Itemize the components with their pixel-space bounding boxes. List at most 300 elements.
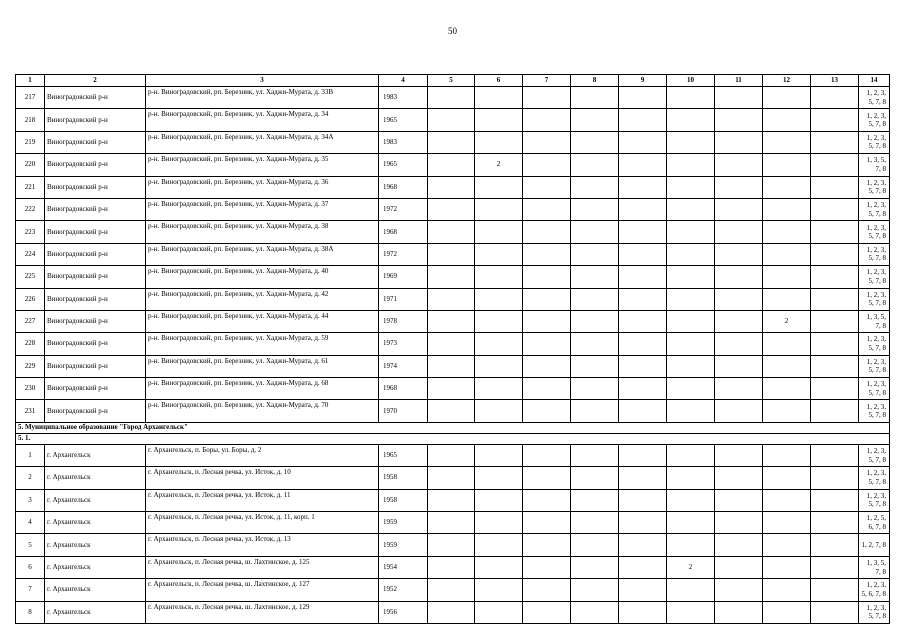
codes-cell: 1, 2, 3, 5, 7, 8: [859, 221, 890, 243]
year-cell: 1970: [379, 400, 428, 422]
table-row: [16, 288, 890, 310]
row-number: 3: [16, 489, 45, 511]
cell-col-13: [811, 355, 859, 377]
address-cell: р-н. Виноградовский, рп. Березник, ул. Хаджи-Мурата, д. 38А: [146, 243, 379, 265]
row-number: 222: [16, 198, 45, 220]
cell-col-12: [763, 512, 811, 534]
column-header: 6: [475, 75, 523, 87]
cell-col-6: [475, 221, 523, 243]
cell-col-9: [619, 601, 667, 623]
column-header: 12: [763, 75, 811, 87]
subsection-title: 5. 1.: [16, 433, 890, 444]
district-cell: г. Архангельск: [45, 579, 146, 601]
year-cell: 1958: [379, 467, 428, 489]
cell-col-12: [763, 601, 811, 623]
cell-col-11: [715, 556, 763, 578]
table-row: [16, 400, 890, 422]
district-cell: Виноградовский р-н: [45, 176, 146, 198]
cell-col-13: [811, 243, 859, 265]
column-header: 5: [428, 75, 475, 87]
row-number: 6: [16, 556, 45, 578]
cell-col-11: [715, 355, 763, 377]
column-header: 4: [379, 75, 428, 87]
column-header: 10: [667, 75, 715, 87]
year-cell: 1974: [379, 355, 428, 377]
cell-col-11: [715, 400, 763, 422]
section-row: [16, 422, 890, 433]
cell-col-9: [619, 579, 667, 601]
cell-col-7: [523, 601, 571, 623]
table-row: [16, 355, 890, 377]
address-cell: г. Архангельск, п. Лесная речка, ш. Лахтинское, д. 127: [146, 579, 379, 601]
cell-col-13: [811, 266, 859, 288]
cell-col-9: [619, 154, 667, 176]
cell-col-11: [715, 266, 763, 288]
table-row: [16, 221, 890, 243]
table-row: [16, 556, 890, 578]
row-number: 228: [16, 333, 45, 355]
cell-col-13: [811, 333, 859, 355]
cell-col-12: [763, 109, 811, 131]
cell-col-5: [428, 288, 475, 310]
cell-col-7: [523, 221, 571, 243]
cell-col-11: [715, 534, 763, 556]
cell-col-10: [667, 310, 715, 332]
cell-col-12: [763, 266, 811, 288]
cell-col-11: [715, 489, 763, 511]
section-title: 5. Муниципальное образование "Город Архангельск": [16, 422, 890, 433]
address-cell: р-н. Виноградовский, рп. Березник, ул. Хаджи-Мурата, д. 70: [146, 400, 379, 422]
cell-col-8: [571, 579, 619, 601]
cell-col-10: [667, 333, 715, 355]
cell-col-7: [523, 534, 571, 556]
cell-col-9: [619, 378, 667, 400]
address-cell: р-н. Виноградовский, рп. Березник, ул. Хаджи-Мурата, д. 68: [146, 378, 379, 400]
section-block: [16, 422, 890, 444]
cell-col-7: [523, 109, 571, 131]
codes-cell: 1, 2, 3, 5, 7, 8: [859, 400, 890, 422]
cell-col-8: [571, 198, 619, 220]
cell-col-9: [619, 176, 667, 198]
table-row: [16, 243, 890, 265]
cell-col-13: [811, 534, 859, 556]
cell-col-5: [428, 444, 475, 466]
row-number: 226: [16, 288, 45, 310]
cell-col-12: [763, 288, 811, 310]
cell-col-7: [523, 489, 571, 511]
cell-col-11: [715, 198, 763, 220]
cell-col-13: [811, 221, 859, 243]
page-number: 50: [448, 26, 457, 36]
cell-col-11: [715, 333, 763, 355]
cell-col-5: [428, 467, 475, 489]
year-cell: 1971: [379, 288, 428, 310]
row-number: 217: [16, 87, 45, 109]
cell-col-9: [619, 355, 667, 377]
row-number: 2: [16, 467, 45, 489]
address-cell: р-н. Виноградовский, рп. Березник, ул. Хаджи-Мурата, д. 37: [146, 198, 379, 220]
row-number: 227: [16, 310, 45, 332]
table-row: [16, 310, 890, 332]
cell-col-9: [619, 221, 667, 243]
cell-col-8: [571, 243, 619, 265]
cell-col-13: [811, 556, 859, 578]
cell-col-7: [523, 333, 571, 355]
cell-col-7: [523, 288, 571, 310]
cell-col-5: [428, 489, 475, 511]
cell-col-13: [811, 176, 859, 198]
codes-cell: 1, 2, 3, 5, 7, 8: [859, 109, 890, 131]
year-cell: 1973: [379, 333, 428, 355]
column-header: 3: [146, 75, 379, 87]
cell-col-7: [523, 154, 571, 176]
cell-col-11: [715, 154, 763, 176]
year-cell: 1968: [379, 176, 428, 198]
cell-col-13: [811, 310, 859, 332]
codes-cell: 1, 2, 5, 6, 7, 8: [859, 512, 890, 534]
cell-col-6: [475, 87, 523, 109]
address-cell: г. Архангельск, п. Лесная речка, ул. Исток, д. 11: [146, 489, 379, 511]
cell-col-5: [428, 534, 475, 556]
cell-col-7: [523, 198, 571, 220]
cell-col-11: [715, 131, 763, 153]
cell-col-10: [667, 87, 715, 109]
cell-col-5: [428, 176, 475, 198]
cell-col-10: [667, 378, 715, 400]
cell-col-9: [619, 534, 667, 556]
cell-col-9: [619, 266, 667, 288]
cell-col-6: [475, 444, 523, 466]
cell-col-12: [763, 489, 811, 511]
cell-col-8: [571, 154, 619, 176]
cell-col-8: [571, 109, 619, 131]
table-row: [16, 131, 890, 153]
cell-col-8: [571, 333, 619, 355]
cell-col-13: [811, 198, 859, 220]
cell-col-10: [667, 154, 715, 176]
cell-col-5: [428, 87, 475, 109]
cell-col-7: [523, 266, 571, 288]
district-cell: г. Архангельск: [45, 601, 146, 623]
cell-col-9: [619, 87, 667, 109]
year-cell: 1954: [379, 556, 428, 578]
cell-col-9: [619, 556, 667, 578]
cell-col-8: [571, 310, 619, 332]
cell-col-13: [811, 444, 859, 466]
table-row: [16, 176, 890, 198]
cell-col-10: [667, 355, 715, 377]
cell-col-5: [428, 333, 475, 355]
cell-col-11: [715, 579, 763, 601]
year-cell: 1952: [379, 579, 428, 601]
address-cell: р-н. Виноградовский, рп. Березник, ул. Хаджи-Мурата, д. 40: [146, 266, 379, 288]
cell-col-10: [667, 176, 715, 198]
table-row: [16, 154, 890, 176]
cell-col-10: [667, 243, 715, 265]
cell-col-12: [763, 400, 811, 422]
cell-col-11: [715, 310, 763, 332]
cell-col-13: [811, 154, 859, 176]
cell-col-7: [523, 243, 571, 265]
cell-col-5: [428, 310, 475, 332]
cell-col-6: [475, 400, 523, 422]
table-row: [16, 109, 890, 131]
year-cell: 1965: [379, 109, 428, 131]
cell-col-12: [763, 221, 811, 243]
cell-col-9: [619, 512, 667, 534]
codes-cell: 1, 2, 3, 5, 7, 8: [859, 266, 890, 288]
cell-col-12: [763, 355, 811, 377]
cell-col-5: [428, 400, 475, 422]
year-cell: 1965: [379, 154, 428, 176]
year-cell: 1968: [379, 378, 428, 400]
cell-col-12: 2: [763, 310, 811, 332]
cell-col-13: [811, 87, 859, 109]
cell-col-10: [667, 512, 715, 534]
cell-col-6: [475, 288, 523, 310]
cell-col-11: [715, 378, 763, 400]
district-cell: Виноградовский р-н: [45, 400, 146, 422]
cell-col-9: [619, 131, 667, 153]
address-cell: р-н. Виноградовский, рп. Березник, ул. Хаджи-Мурата, д. 34: [146, 109, 379, 131]
codes-cell: 1, 2, 3, 5, 7, 8: [859, 489, 890, 511]
address-cell: р-н. Виноградовский, рп. Березник, ул. Хаджи-Мурата, д. 42: [146, 288, 379, 310]
cell-col-6: [475, 579, 523, 601]
address-cell: р-н. Виноградовский, рп. Березник, ул. Хаджи-Мурата, д. 35: [146, 154, 379, 176]
cell-col-11: [715, 288, 763, 310]
cell-col-10: [667, 534, 715, 556]
row-number: 4: [16, 512, 45, 534]
cell-col-12: [763, 87, 811, 109]
cell-col-13: [811, 579, 859, 601]
cell-col-9: [619, 243, 667, 265]
cell-col-13: [811, 288, 859, 310]
cell-col-7: [523, 579, 571, 601]
cell-col-7: [523, 556, 571, 578]
district-cell: Виноградовский р-н: [45, 355, 146, 377]
column-header: 13: [811, 75, 859, 87]
cell-col-7: [523, 378, 571, 400]
column-header: 11: [715, 75, 763, 87]
district-cell: Виноградовский р-н: [45, 333, 146, 355]
codes-cell: 1, 2, 3, 5, 7, 8: [859, 378, 890, 400]
cell-col-12: [763, 333, 811, 355]
cell-col-8: [571, 87, 619, 109]
cell-col-12: [763, 154, 811, 176]
row-number: 230: [16, 378, 45, 400]
cell-col-5: [428, 266, 475, 288]
column-header: 2: [45, 75, 146, 87]
year-cell: 1956: [379, 601, 428, 623]
address-cell: г. Архангельск, п. Лесная речка, ул. Исток, д. 10: [146, 467, 379, 489]
cell-col-5: [428, 601, 475, 623]
cell-col-8: [571, 512, 619, 534]
cell-col-13: [811, 109, 859, 131]
cell-col-9: [619, 489, 667, 511]
cell-col-6: [475, 266, 523, 288]
cell-col-6: [475, 534, 523, 556]
cell-col-9: [619, 467, 667, 489]
cell-col-6: [475, 556, 523, 578]
cell-col-5: [428, 579, 475, 601]
district-cell: г. Архангельск: [45, 534, 146, 556]
district-cell: Виноградовский р-н: [45, 109, 146, 131]
year-cell: 1983: [379, 131, 428, 153]
row-number: 5: [16, 534, 45, 556]
cell-col-12: [763, 534, 811, 556]
cell-col-8: [571, 378, 619, 400]
cell-col-11: [715, 87, 763, 109]
cell-col-7: [523, 512, 571, 534]
cell-col-7: [523, 467, 571, 489]
row-number: 8: [16, 601, 45, 623]
cell-col-6: [475, 109, 523, 131]
district-cell: Виноградовский р-н: [45, 243, 146, 265]
cell-col-12: [763, 444, 811, 466]
codes-cell: 1, 3, 5, 7, 8: [859, 310, 890, 332]
codes-cell: 1, 2, 3, 5, 7, 8: [859, 601, 890, 623]
cell-col-13: [811, 400, 859, 422]
address-cell: г. Архангельск, п. Лесная речка, ш. Лахтинское, д. 129: [146, 601, 379, 623]
district-cell: г. Архангельск: [45, 512, 146, 534]
cell-col-8: [571, 266, 619, 288]
codes-cell: 1, 2, 3, 5, 6, 7, 8: [859, 579, 890, 601]
table-body-vinogradovsky: [16, 87, 890, 423]
cell-col-10: [667, 288, 715, 310]
cell-col-7: [523, 131, 571, 153]
cell-col-11: [715, 109, 763, 131]
cell-col-6: [475, 198, 523, 220]
cell-col-5: [428, 378, 475, 400]
year-cell: 1958: [379, 489, 428, 511]
district-cell: Виноградовский р-н: [45, 221, 146, 243]
cell-col-8: [571, 467, 619, 489]
year-cell: 1959: [379, 534, 428, 556]
register-table: [15, 74, 890, 624]
cell-col-5: [428, 556, 475, 578]
address-cell: р-н. Виноградовский, рп. Березник, ул. Хаджи-Мурата, д. 59: [146, 333, 379, 355]
cell-col-11: [715, 176, 763, 198]
cell-col-12: [763, 198, 811, 220]
codes-cell: 1, 2, 3, 5, 7, 8: [859, 444, 890, 466]
cell-col-8: [571, 489, 619, 511]
year-cell: 1972: [379, 243, 428, 265]
cell-col-7: [523, 400, 571, 422]
district-cell: Виноградовский р-н: [45, 131, 146, 153]
table-row: [16, 378, 890, 400]
codes-cell: 1, 2, 3, 5, 7, 8: [859, 355, 890, 377]
column-header: 7: [523, 75, 571, 87]
cell-col-13: [811, 601, 859, 623]
cell-col-10: [667, 221, 715, 243]
address-cell: г. Архангельск, п. Лесная речка, ш. Лахтинское, д. 125: [146, 556, 379, 578]
cell-col-9: [619, 198, 667, 220]
row-number: 225: [16, 266, 45, 288]
cell-col-10: 2: [667, 556, 715, 578]
cell-col-5: [428, 243, 475, 265]
cell-col-11: [715, 512, 763, 534]
cell-col-9: [619, 109, 667, 131]
cell-col-9: [619, 400, 667, 422]
cell-col-6: [475, 355, 523, 377]
cell-col-7: [523, 176, 571, 198]
column-header: 1: [16, 75, 45, 87]
codes-cell: 1, 3, 5, 7, 8: [859, 556, 890, 578]
row-number: 224: [16, 243, 45, 265]
cell-col-9: [619, 444, 667, 466]
year-cell: 1969: [379, 266, 428, 288]
cell-col-6: [475, 333, 523, 355]
cell-col-8: [571, 355, 619, 377]
cell-col-10: [667, 579, 715, 601]
cell-col-6: [475, 131, 523, 153]
cell-col-11: [715, 601, 763, 623]
table-row: [16, 579, 890, 601]
cell-col-6: 2: [475, 154, 523, 176]
cell-col-13: [811, 467, 859, 489]
cell-col-6: [475, 310, 523, 332]
cell-col-12: [763, 243, 811, 265]
codes-cell: 1, 2, 3, 5, 7, 8: [859, 87, 890, 109]
cell-col-8: [571, 176, 619, 198]
cell-col-11: [715, 221, 763, 243]
cell-col-12: [763, 556, 811, 578]
codes-cell: 1, 2, 3, 5, 7, 8: [859, 243, 890, 265]
cell-col-6: [475, 601, 523, 623]
district-cell: Виноградовский р-н: [45, 266, 146, 288]
row-number: 7: [16, 579, 45, 601]
table-row: [16, 87, 890, 109]
codes-cell: 1, 2, 3, 5, 7, 8: [859, 333, 890, 355]
cell-col-12: [763, 467, 811, 489]
codes-cell: 1, 2, 3, 5, 7, 8: [859, 176, 890, 198]
cell-col-5: [428, 198, 475, 220]
table-row: [16, 198, 890, 220]
year-cell: 1959: [379, 512, 428, 534]
address-cell: р-н. Виноградовский, рп. Березник, ул. Хаджи-Мурата, д. 38: [146, 221, 379, 243]
district-cell: г. Архангельск: [45, 467, 146, 489]
year-cell: 1978: [379, 310, 428, 332]
codes-cell: 1, 2, 3, 5, 7, 8: [859, 288, 890, 310]
cell-col-10: [667, 198, 715, 220]
district-cell: Виноградовский р-н: [45, 154, 146, 176]
cell-col-5: [428, 154, 475, 176]
cell-col-13: [811, 489, 859, 511]
table-row: [16, 266, 890, 288]
address-cell: р-н. Виноградовский, рп. Березник, ул. Хаджи-Мурата, д. 36: [146, 176, 379, 198]
column-header: 8: [571, 75, 619, 87]
cell-col-5: [428, 131, 475, 153]
row-number: 221: [16, 176, 45, 198]
cell-col-12: [763, 579, 811, 601]
district-cell: Виноградовский р-н: [45, 288, 146, 310]
cell-col-8: [571, 221, 619, 243]
cell-col-6: [475, 176, 523, 198]
year-cell: 1968: [379, 221, 428, 243]
cell-col-8: [571, 556, 619, 578]
cell-col-9: [619, 310, 667, 332]
row-number: 231: [16, 400, 45, 422]
cell-col-11: [715, 467, 763, 489]
row-number: 219: [16, 131, 45, 153]
cell-col-6: [475, 512, 523, 534]
table-row: [16, 467, 890, 489]
district-cell: Виноградовский р-н: [45, 310, 146, 332]
address-cell: г. Архангельск, п. Лесная речка, ул. Исток, д. 11, корп. 1: [146, 512, 379, 534]
table-row: [16, 489, 890, 511]
address-cell: р-н. Виноградовский, рп. Березник, ул. Хаджи-Мурата, д. 34А: [146, 131, 379, 153]
address-cell: р-н. Виноградовский, рп. Березник, ул. Хаджи-Мурата, д. 61: [146, 355, 379, 377]
